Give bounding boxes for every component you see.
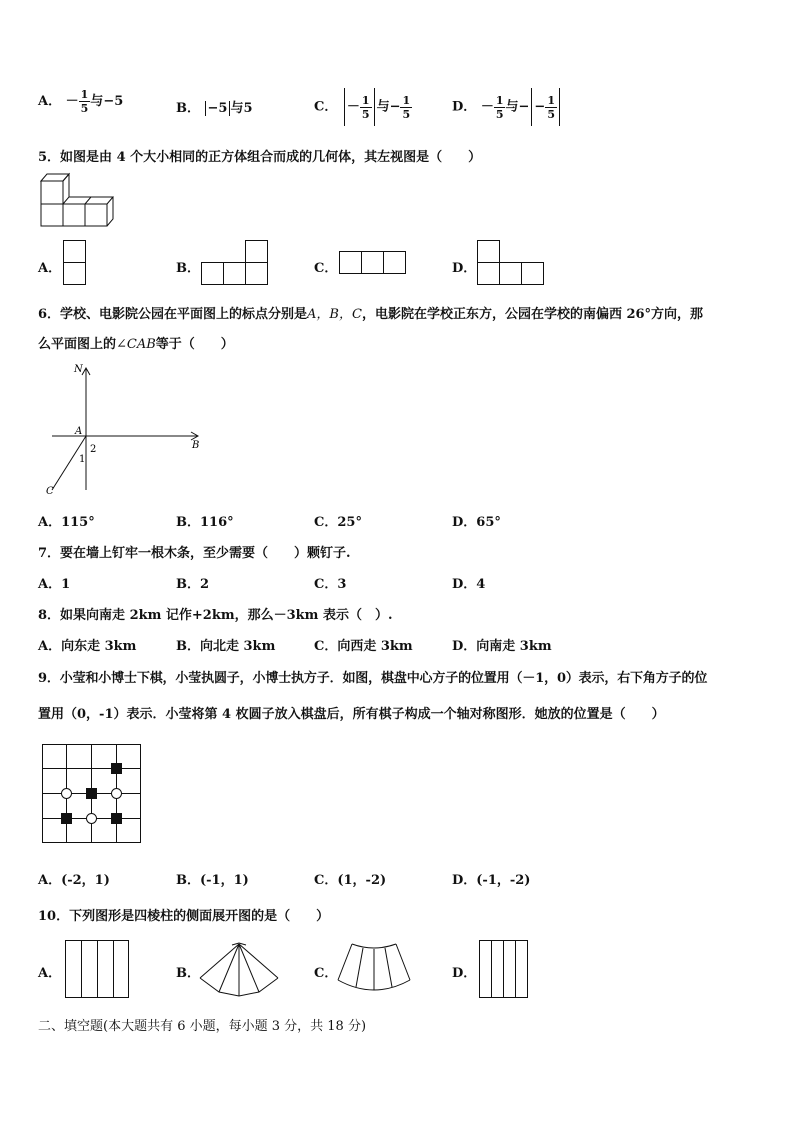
q5-option-a[interactable]: A． — [38, 261, 62, 276]
abs-bar-right — [559, 88, 560, 126]
connector-text: 与 — [90, 94, 104, 109]
abs-bar-right — [374, 88, 375, 126]
q5-solid-figure — [40, 173, 120, 229]
numerator: 1 — [361, 93, 370, 107]
option-label: C． — [314, 99, 338, 115]
point-names: A，B，C — [307, 307, 362, 322]
q8-option-d[interactable]: D．向南走 3km — [452, 639, 552, 654]
q8-option-c[interactable]: C．向西走 3km — [314, 639, 413, 654]
minus-sign: − — [518, 99, 530, 115]
denominator: 5 — [547, 107, 555, 121]
minus-sign: − — [389, 99, 401, 115]
square-piece — [61, 813, 72, 824]
connector-text: 与 — [505, 99, 519, 115]
q4-option-c[interactable] — [314, 88, 412, 126]
q10-option-d[interactable]: D． — [452, 966, 477, 981]
q5-option-a-figure — [63, 240, 87, 286]
fraction — [360, 94, 372, 121]
numerator: 1 — [547, 93, 555, 107]
absolute-value: −5 — [205, 101, 231, 116]
label-c: C — [46, 486, 54, 497]
q9-option-a[interactable]: A．(-2，1) — [38, 873, 110, 888]
q6-option-a[interactable]: A．115° — [38, 515, 95, 530]
minus-sign: － — [65, 94, 79, 109]
q9-question-line2: 置用（0，-1）表示．小莹将第 4 枚圆子放入棋盘后，所有棋子构成一个轴对称图形．她放的位置是（ ） — [38, 707, 665, 722]
fraction — [79, 88, 91, 115]
q5-option-c-figure — [339, 251, 409, 275]
q5-option-c[interactable]: C． — [314, 261, 338, 276]
q10-option-d-figure — [479, 940, 531, 1000]
q10-option-c[interactable]: C． — [314, 966, 338, 981]
question-text: ，电影院在学校正东方，公园在学校的南偏西 26°方向，那 — [361, 307, 704, 322]
q10-option-b[interactable]: B． — [176, 966, 200, 981]
q10-option-c-figure — [336, 942, 414, 1000]
circle-piece — [62, 789, 72, 799]
q5-option-b-figure — [201, 240, 271, 286]
q5-option-d[interactable]: D． — [452, 261, 477, 276]
denominator: 5 — [402, 107, 411, 121]
q4-option-b[interactable] — [176, 97, 253, 116]
q6-option-b[interactable]: B．116° — [176, 515, 234, 530]
square-piece-bottom-right — [111, 813, 122, 824]
circle-piece — [112, 789, 122, 799]
abs-bar-left — [531, 88, 532, 126]
q8-option-a[interactable]: A．向东走 3km — [38, 639, 137, 654]
q6-direction-figure — [40, 360, 210, 500]
minus-sign: − — [534, 99, 546, 115]
q9-question-line1: 9．小莹和小博士下棋，小莹执圆子，小博士执方子．如图，棋盘中心方子的位置用（－1，0）表示，右下角方子的位 — [38, 671, 708, 686]
denominator: 5 — [495, 107, 504, 121]
q8-option-b[interactable]: B．向北走 3km — [176, 639, 276, 654]
q7-option-a[interactable]: A．1 — [38, 577, 71, 592]
square-piece — [111, 763, 122, 774]
question-text: 6．学校、电影院公园在平面图上的标点分别是 — [38, 307, 308, 322]
section-2-heading: 二、填空题(本大题共有 6 小题，每小题 3 分，共 18 分) — [38, 1019, 367, 1034]
q5-question-text: 5．如图是由 4 个大小相同的正方体组合而成的几何体，其左视图是（ ） — [38, 150, 482, 165]
label-a: A — [75, 426, 83, 437]
minus-sign: － — [480, 99, 494, 115]
label-2: 2 — [90, 444, 97, 455]
option-label: B． — [176, 101, 200, 116]
label-n: N — [74, 364, 83, 375]
angle-name: ∠CAB — [116, 337, 156, 352]
denominator: 5 — [80, 102, 89, 115]
q9-option-c[interactable]: C．(1，-2) — [314, 873, 387, 888]
q10-option-a-figure — [65, 940, 131, 1000]
label-b: B — [192, 440, 200, 451]
question-text: 么平面图上的 — [38, 337, 117, 352]
option-label: D． — [452, 99, 477, 115]
q4-option-a[interactable] — [38, 88, 123, 115]
q7-option-b[interactable]: B．2 — [176, 577, 210, 592]
q9-chessboard — [42, 744, 144, 846]
numerator: 1 — [495, 93, 504, 107]
q5-option-d-figure — [477, 240, 547, 286]
q6-question-line2 — [38, 333, 234, 352]
q7-option-d[interactable]: D．4 — [452, 577, 486, 592]
numerator: 1 — [402, 93, 411, 107]
q9-option-d[interactable]: D．(-1，-2) — [452, 873, 531, 888]
denominator: 5 — [361, 107, 370, 121]
q6-option-c[interactable]: C．25° — [314, 515, 362, 530]
fraction — [400, 94, 412, 121]
question-text: 等于（ ） — [155, 337, 234, 352]
q10-question-text: 10．下列图形是四棱柱的侧面展开图的是（ ） — [38, 909, 330, 924]
q8-question-text: 8．如果向南走 2km 记作+2km，那么－3km 表示（ ）. — [38, 608, 393, 623]
connector-text: 与 — [376, 99, 390, 115]
q10-option-a[interactable]: A． — [38, 966, 62, 981]
abs-bar-left — [344, 88, 345, 126]
q6-question-line1 — [38, 303, 703, 322]
label-1: 1 — [79, 454, 86, 465]
numerator: 1 — [80, 88, 89, 101]
q5-option-b[interactable]: B． — [176, 261, 200, 276]
fraction — [494, 94, 506, 121]
value-text: −5 — [103, 94, 124, 109]
fraction — [545, 94, 557, 121]
minus-sign: － — [346, 99, 360, 115]
circle-piece — [87, 814, 97, 824]
q4-option-d[interactable] — [452, 88, 562, 126]
connector-text: 与 — [230, 101, 244, 116]
value-text: 5 — [243, 101, 253, 116]
q6-option-d[interactable]: D．65° — [452, 515, 501, 530]
square-piece-center — [86, 788, 97, 799]
q7-option-c[interactable]: C．3 — [314, 577, 347, 592]
q7-question-text: 7．要在墙上钉牢一根木条，至少需要（ ）颗钉子. — [38, 546, 351, 561]
q10-option-b-figure — [198, 942, 282, 1000]
option-label: A． — [38, 94, 62, 109]
q9-option-b[interactable]: B．(-1，1) — [176, 873, 249, 888]
